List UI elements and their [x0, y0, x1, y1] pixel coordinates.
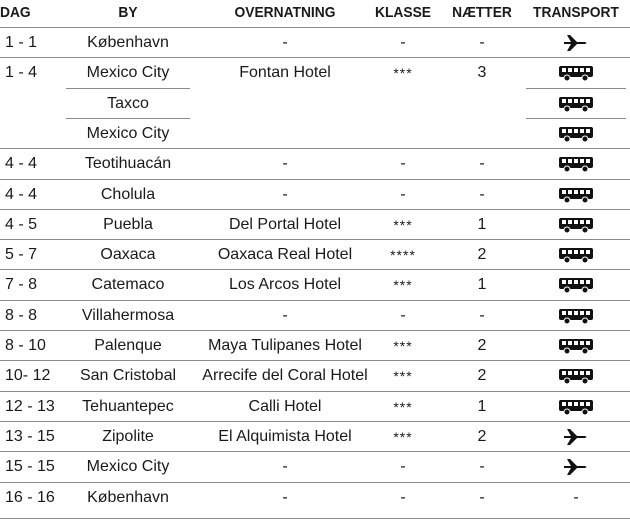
cell-overnatning: Calli Hotel	[248, 397, 322, 415]
cell-dag: 1 - 1	[5, 34, 38, 51]
sub-row-divider	[526, 118, 626, 119]
row-divider	[0, 269, 630, 270]
cell-overnatning: -	[282, 306, 288, 324]
cell-by: Palenque	[94, 337, 162, 354]
cell-overnatning: -	[282, 458, 288, 476]
cell-naetter: 1	[477, 397, 487, 415]
bus-icon	[522, 180, 630, 210]
cell-dag: 10- 12	[5, 367, 51, 385]
cell-naetter: -	[479, 155, 485, 173]
airplane-icon	[522, 28, 630, 58]
cell-naetter: 1	[477, 276, 487, 294]
cell-by: Oaxaca	[100, 246, 156, 264]
row-divider	[0, 239, 630, 240]
sub-row-divider	[526, 88, 626, 89]
cell-naetter: 1	[477, 215, 487, 233]
cell-dag: 8 - 10	[5, 337, 46, 354]
bus-icon	[522, 270, 630, 300]
cell-by: Puebla	[103, 215, 153, 233]
cell-by: Mexico City	[86, 458, 170, 476]
bus-icon	[522, 149, 630, 179]
cell-naetter: 3	[477, 64, 487, 82]
cell-dag: 12 - 13	[5, 397, 55, 415]
cell-klasse: -	[400, 306, 406, 324]
cell-overnatning: El Alquimista Hotel	[218, 427, 352, 445]
table-bottom-line	[0, 518, 630, 519]
cell-klasse: -	[400, 155, 406, 173]
header-naetter: NÆTTER	[452, 4, 512, 21]
header-divider	[0, 27, 630, 28]
cell-naetter: -	[479, 185, 485, 203]
cell-overnatning: Maya Tulipanes Hotel	[208, 337, 362, 354]
cell-by: Cholula	[100, 185, 156, 203]
cell-overnatning: -	[282, 488, 288, 506]
cell-klasse: ***	[393, 398, 413, 415]
cell-naetter: 2	[477, 427, 487, 445]
cell-overnatning: Del Portal Hotel	[228, 215, 342, 233]
cell-klasse: ***	[393, 65, 413, 82]
header-by: BY	[118, 4, 138, 21]
header-overnatning: OVERNATNING	[234, 4, 336, 21]
cell-dag: 5 - 7	[5, 246, 38, 264]
cell-naetter: -	[479, 34, 485, 51]
bus-icon	[522, 89, 630, 119]
cell-naetter: -	[479, 458, 485, 476]
cell-transport: -	[573, 488, 579, 506]
cell-klasse: -	[400, 458, 406, 476]
sub-row-divider	[66, 88, 190, 89]
cell-overnatning: Arrecife del Coral Hotel	[202, 367, 368, 385]
bus-icon	[522, 361, 630, 391]
cell-by: København	[87, 34, 169, 51]
cell-dag: 7 - 8	[5, 276, 38, 294]
cell-dag: 13 - 15	[5, 427, 55, 445]
cell-naetter: 2	[477, 367, 487, 385]
cell-klasse: ***	[393, 277, 413, 294]
cell-overnatning: Los Arcos Hotel	[228, 276, 342, 294]
bus-icon	[522, 301, 630, 331]
cell-by: San Cristobal	[79, 367, 177, 385]
bus-icon	[522, 392, 630, 422]
cell-klasse: ***	[393, 428, 413, 445]
cell-overnatning: -	[282, 34, 288, 51]
cell-dag: 15 - 15	[5, 458, 55, 476]
cell-klasse: ***	[393, 338, 413, 354]
row-divider	[0, 451, 630, 452]
header-dag: DAG	[0, 4, 31, 21]
bus-icon	[522, 331, 630, 361]
row-divider	[0, 391, 630, 392]
cell-naetter: 2	[477, 246, 487, 264]
cell-by: København	[87, 488, 169, 506]
row-divider	[0, 209, 630, 210]
cell-klasse: ***	[393, 216, 413, 233]
row-divider	[0, 148, 630, 149]
row-divider	[0, 57, 630, 58]
row-divider	[0, 179, 630, 180]
row-divider	[0, 300, 630, 301]
cell-dag: 4 - 4	[5, 155, 38, 173]
cell-dag: 16 - 16	[5, 488, 55, 506]
cell-naetter: 2	[477, 337, 487, 354]
sub-row-divider	[66, 118, 190, 119]
airplane-icon	[522, 422, 630, 452]
airplane-icon	[522, 452, 630, 482]
cell-dag: 4 - 4	[5, 185, 38, 203]
row-divider	[0, 330, 630, 331]
cell-overnatning: -	[282, 155, 288, 173]
cell-naetter: -	[479, 306, 485, 324]
cell-dag: 8 - 8	[5, 306, 38, 324]
bus-icon	[522, 58, 630, 88]
cell-by: Taxco	[107, 94, 149, 112]
cell-by: Catemaco	[91, 276, 165, 294]
row-divider	[0, 421, 630, 422]
cell-klasse: ***	[393, 368, 413, 385]
cell-overnatning: Fontan Hotel	[239, 64, 331, 82]
row-divider	[0, 482, 630, 483]
cell-by: Villahermosa	[81, 306, 175, 324]
cell-by: Mexico City	[86, 64, 170, 82]
cell-by: Teotihuacán	[84, 155, 172, 173]
cell-klasse: -	[400, 34, 406, 51]
cell-klasse: -	[400, 185, 406, 203]
header-klasse: KLASSE	[375, 4, 431, 21]
cell-dag: 1 - 4	[5, 64, 38, 82]
cell-by: Zipolite	[102, 427, 154, 445]
cell-overnatning: -	[282, 185, 288, 203]
cell-klasse: -	[400, 488, 406, 506]
cell-by: Mexico City	[86, 124, 170, 142]
cell-dag: 4 - 5	[5, 215, 38, 233]
cell-naetter: -	[479, 488, 485, 506]
bus-icon	[522, 119, 630, 149]
header-transport: TRANSPORT	[533, 4, 619, 21]
bus-icon	[522, 210, 630, 240]
bus-icon	[522, 240, 630, 270]
cell-overnatning: Oaxaca Real Hotel	[217, 246, 353, 264]
cell-by: Tehuantepec	[82, 397, 174, 415]
row-divider	[0, 360, 630, 361]
cell-klasse: ****	[390, 247, 416, 264]
